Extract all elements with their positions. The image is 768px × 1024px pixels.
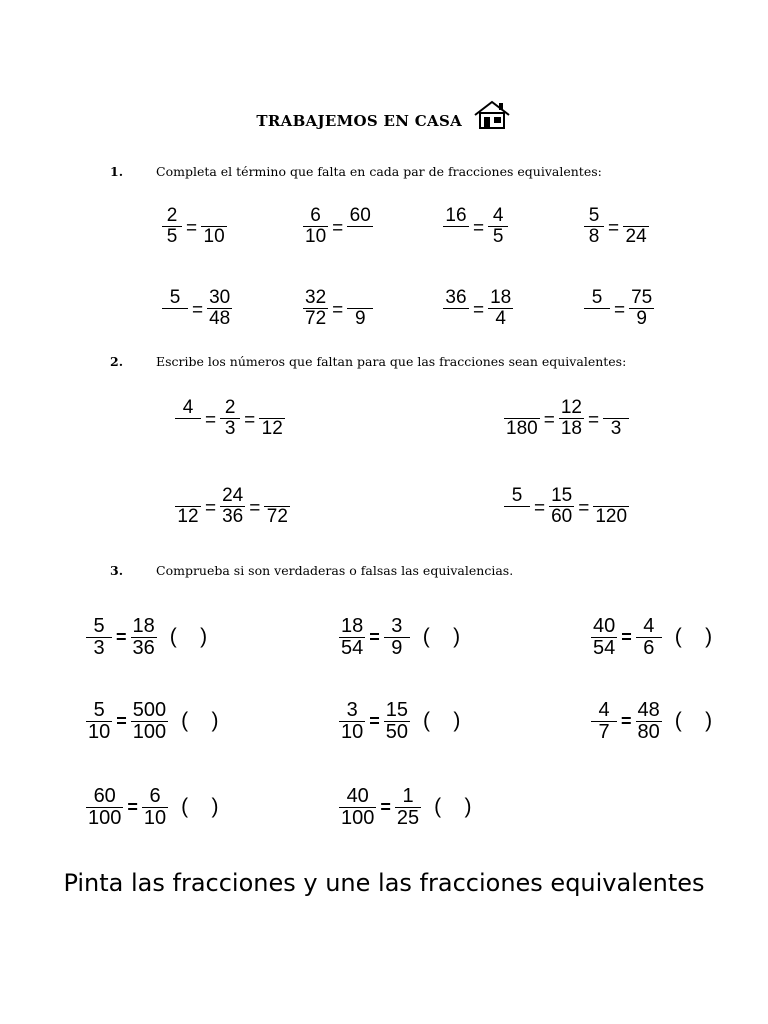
fraction <box>636 700 662 743</box>
numerator: 15 <box>385 699 409 721</box>
equals-sign: = <box>369 627 380 647</box>
numerator: 18 <box>341 615 364 637</box>
equals-sign: = <box>621 627 632 647</box>
fraction <box>201 206 227 247</box>
fraction <box>559 398 584 439</box>
numerator: 12 <box>560 397 582 418</box>
answer-box[interactable]: ( ) <box>674 708 713 732</box>
title-text: TRABAJEMOS EN CASA <box>256 112 463 130</box>
equation <box>85 786 218 829</box>
equals-sign: = <box>249 498 261 520</box>
section-number: 3. <box>110 563 124 578</box>
denominator: 9 <box>636 307 647 329</box>
equals-sign: = <box>608 218 620 240</box>
denominator[interactable] <box>515 507 519 527</box>
answer-box[interactable]: ( ) <box>434 794 472 818</box>
fraction <box>347 206 373 247</box>
fraction <box>591 700 617 743</box>
fraction <box>384 616 410 659</box>
denominator: 3 <box>93 637 105 659</box>
numerator: 2 <box>224 397 236 418</box>
numerator: 4 <box>492 205 504 226</box>
numerator: 40 <box>346 785 369 807</box>
fraction <box>259 398 285 439</box>
fraction <box>549 486 574 527</box>
equals-sign: = <box>332 218 344 240</box>
numerator: 6 <box>149 785 161 807</box>
denominator[interactable] <box>595 309 599 329</box>
denominator: 60 <box>551 505 573 527</box>
denominator: 10 <box>305 225 327 247</box>
fraction <box>162 206 182 247</box>
fraction <box>86 616 112 659</box>
denominator: 10 <box>203 225 225 247</box>
numerator: 5 <box>511 485 523 506</box>
numerator[interactable] <box>358 288 362 308</box>
equation <box>174 398 286 439</box>
fraction <box>175 398 201 439</box>
denominator[interactable] <box>173 309 177 329</box>
denominator: 80 <box>637 721 660 743</box>
denominator: 100 <box>132 721 167 743</box>
numerator[interactable] <box>634 206 638 226</box>
numerator: 48 <box>637 699 660 721</box>
equation <box>338 786 471 829</box>
denominator[interactable] <box>454 309 458 329</box>
numerator: 24 <box>222 485 244 506</box>
denominator[interactable] <box>454 227 458 247</box>
fraction <box>395 786 421 829</box>
fraction <box>593 486 629 527</box>
denominator: 6 <box>643 637 655 659</box>
fraction <box>636 616 662 659</box>
denominator: 72 <box>266 505 288 527</box>
numerator: 3 <box>391 615 403 637</box>
denominator: 48 <box>209 307 231 329</box>
denominator: 12 <box>177 505 199 527</box>
instruction-text: Completa el término que falta en cada par de fracciones equivalentes: <box>156 164 602 179</box>
fraction <box>623 206 649 247</box>
numerator[interactable] <box>614 398 618 418</box>
denominator: 8 <box>588 225 600 247</box>
equals-sign: = <box>116 627 127 647</box>
denominator: 54 <box>341 637 364 659</box>
worksheet-title <box>0 100 768 134</box>
denominator: 3 <box>224 417 236 439</box>
equals-sign: = <box>205 498 217 520</box>
equation <box>503 486 630 527</box>
equals-sign: = <box>369 711 380 731</box>
denominator: 10 <box>341 721 364 743</box>
equals-sign: = <box>473 300 485 322</box>
fraction <box>303 288 328 329</box>
fraction <box>603 398 629 439</box>
fraction <box>488 288 513 329</box>
numerator: 6 <box>310 205 321 226</box>
equation <box>583 288 655 329</box>
equals-sign: = <box>473 218 485 240</box>
section-number: 1. <box>110 164 124 179</box>
equation <box>590 616 712 659</box>
fraction <box>220 398 240 439</box>
denominator[interactable] <box>358 227 362 247</box>
denominator: 10 <box>88 721 111 743</box>
numerator: 1 <box>402 785 414 807</box>
equals-sign: = <box>127 797 138 817</box>
numerator: 500 <box>132 699 167 721</box>
numerator: 5 <box>169 287 181 308</box>
numerator: 16 <box>445 205 467 226</box>
footer-instruction: Pinta las fracciones y une las fracciones equivalentes <box>63 869 705 897</box>
denominator: 9 <box>391 637 403 659</box>
equation <box>590 700 712 743</box>
house-icon <box>472 100 512 134</box>
fraction <box>86 786 123 829</box>
equals-sign: = <box>186 218 198 240</box>
answer-box[interactable]: ( ) <box>181 708 219 732</box>
equation <box>442 206 509 247</box>
numerator: 60 <box>349 205 371 226</box>
equation <box>302 206 374 247</box>
numerator[interactable] <box>212 206 216 226</box>
numerator: 2 <box>166 205 178 226</box>
denominator: 100 <box>88 807 122 829</box>
numerator[interactable] <box>275 486 279 506</box>
fraction <box>384 700 410 743</box>
fraction <box>131 616 157 659</box>
fraction <box>504 486 530 527</box>
fraction <box>629 288 654 329</box>
equation <box>85 700 218 743</box>
instruction-text: Escribe los números que faltan para que las fracciones sean equivalentes: <box>156 354 627 369</box>
equals-sign: = <box>244 410 256 432</box>
equals-sign: = <box>614 300 626 322</box>
fraction <box>207 288 232 329</box>
fraction <box>220 486 245 527</box>
fraction <box>443 206 469 247</box>
numerator: 60 <box>93 785 116 807</box>
numerator: 15 <box>551 485 573 506</box>
fraction <box>339 786 376 829</box>
numerator: 40 <box>593 615 616 637</box>
equation <box>161 288 233 329</box>
numerator: 5 <box>93 699 105 721</box>
numerator: 3 <box>346 699 358 721</box>
fraction <box>339 616 365 659</box>
fraction <box>443 288 469 329</box>
numerator: 4 <box>598 699 610 721</box>
numerator: 18 <box>132 615 155 637</box>
fraction <box>175 486 201 527</box>
fraction <box>131 700 168 743</box>
denominator: 4 <box>495 307 506 329</box>
denominator: 7 <box>598 721 610 743</box>
equation <box>583 206 650 247</box>
answer-box[interactable]: ( ) <box>674 624 713 648</box>
denominator: 54 <box>593 637 616 659</box>
instruction-text: Comprueba si son verdaderas o falsas las equivalencias. <box>156 563 514 578</box>
numerator: 5 <box>93 615 105 637</box>
section-number: 2. <box>110 354 124 369</box>
numerator: 4 <box>182 397 194 418</box>
equals-sign: = <box>543 410 555 432</box>
numerator: 5 <box>591 287 603 308</box>
fraction <box>142 786 168 829</box>
equals-sign: = <box>587 410 600 432</box>
denominator: 5 <box>492 225 504 247</box>
equals-sign: = <box>578 498 590 520</box>
numerator: 36 <box>445 287 467 308</box>
fraction <box>162 288 188 329</box>
equals-sign: = <box>192 300 204 322</box>
numerator[interactable] <box>270 398 274 418</box>
equals-sign: = <box>380 797 391 817</box>
equals-sign: = <box>332 300 344 322</box>
answer-box[interactable]: ( ) <box>423 708 461 732</box>
answer-box[interactable]: ( ) <box>422 624 461 648</box>
numerator: 4 <box>643 615 655 637</box>
numerator[interactable] <box>520 398 524 418</box>
answer-box[interactable]: ( ) <box>169 624 208 648</box>
equation <box>302 288 374 329</box>
fraction <box>504 398 540 439</box>
numerator: 75 <box>631 287 653 308</box>
fraction <box>488 206 508 247</box>
equals-sign: = <box>534 498 546 520</box>
equation <box>161 206 228 247</box>
denominator: 72 <box>305 307 327 329</box>
denominator: 50 <box>385 721 409 743</box>
fraction <box>584 288 610 329</box>
denominator: 25 <box>396 807 420 829</box>
fraction <box>591 616 617 659</box>
equation <box>174 486 291 527</box>
denominator: 100 <box>341 807 375 829</box>
denominator: 36 <box>222 505 244 527</box>
equals-sign: = <box>621 711 632 731</box>
fraction <box>303 206 328 247</box>
denominator[interactable] <box>186 419 190 439</box>
numerator[interactable] <box>609 486 613 506</box>
numerator: 5 <box>588 205 600 226</box>
fraction <box>86 700 112 743</box>
denominator: 120 <box>595 505 628 527</box>
fraction <box>264 486 290 527</box>
numerator[interactable] <box>186 486 190 506</box>
denominator: 12 <box>261 417 283 439</box>
equation <box>338 700 460 743</box>
denominator: 180 <box>506 417 538 439</box>
denominator: 36 <box>132 637 155 659</box>
equals-sign: = <box>116 711 127 731</box>
denominator: 18 <box>560 417 582 439</box>
equation <box>85 616 207 659</box>
denominator: 5 <box>166 225 178 247</box>
numerator: 18 <box>490 287 512 308</box>
fraction <box>339 700 365 743</box>
equation <box>503 398 630 439</box>
numerator: 30 <box>209 287 231 308</box>
denominator: 10 <box>143 807 167 829</box>
answer-box[interactable]: ( ) <box>181 794 219 818</box>
numerator: 32 <box>305 287 327 308</box>
denominator: 24 <box>625 225 647 247</box>
equals-sign: = <box>205 410 217 432</box>
denominator: 3 <box>610 417 622 439</box>
fraction <box>347 288 373 329</box>
equation <box>338 616 460 659</box>
fraction <box>584 206 604 247</box>
equation <box>442 288 514 329</box>
denominator: 9 <box>354 307 366 329</box>
